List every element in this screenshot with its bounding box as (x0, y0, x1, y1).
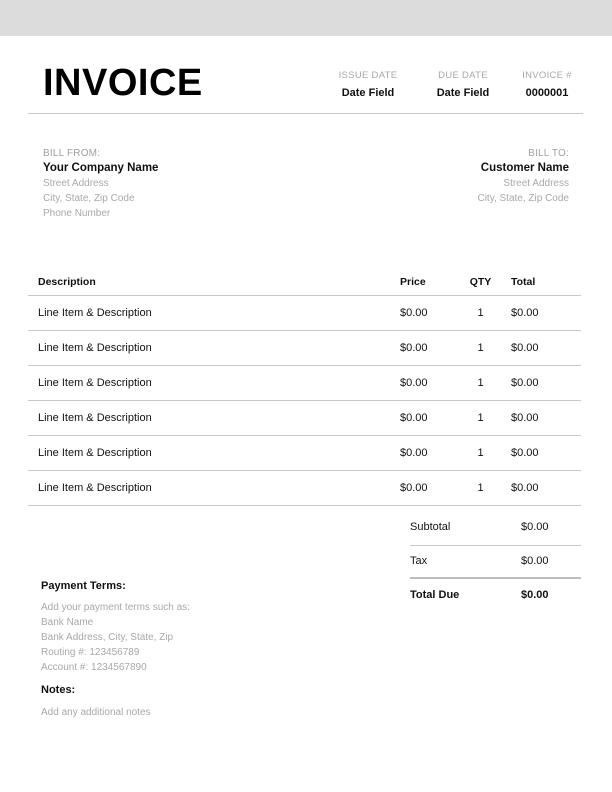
table-header-row (28, 270, 581, 295)
payment-terms-line[interactable]: Bank Name (41, 617, 94, 628)
subtotal-divider (410, 545, 581, 546)
bill-to-name[interactable]: Customer Name (480, 162, 569, 174)
header-divider (28, 113, 583, 114)
row-description[interactable]: Line Item & Description (28, 295, 400, 330)
row-price[interactable]: $0.00 (400, 400, 460, 435)
header-price: Price (400, 270, 460, 295)
tax-value[interactable]: $0.00 (521, 555, 549, 567)
table-row (28, 365, 581, 400)
invoice-number-block (512, 70, 582, 99)
notes-text[interactable]: Add any additional notes (41, 707, 151, 718)
notes-block (41, 684, 151, 718)
table-row (28, 295, 581, 330)
row-qty[interactable]: 1 (460, 295, 511, 330)
bill-from-block (43, 148, 158, 219)
due-date-block (428, 70, 498, 99)
row-total: $0.00 (511, 365, 581, 400)
invoice-title: INVOICE (43, 62, 203, 104)
tax-label: Tax (410, 555, 428, 567)
payment-terms-heading: Payment Terms: (41, 580, 126, 592)
row-price[interactable]: $0.00 (400, 435, 460, 470)
header-qty: QTY (460, 270, 511, 295)
row-description[interactable]: Line Item & Description (28, 400, 400, 435)
row-qty[interactable]: 1 (460, 435, 511, 470)
payment-terms-line[interactable]: Bank Address, City, State, Zip (41, 632, 174, 643)
row-total: $0.00 (511, 470, 581, 505)
payment-terms-line[interactable]: Routing #: 123456789 (41, 647, 140, 658)
bill-from-street[interactable]: Street Address (43, 178, 109, 189)
row-description[interactable]: Line Item & Description (28, 435, 400, 470)
header-description: Description (28, 270, 400, 295)
payment-terms-line[interactable]: Add your payment terms such as: (41, 602, 190, 613)
row-qty[interactable]: 1 (460, 365, 511, 400)
row-price[interactable]: $0.00 (400, 470, 460, 505)
table-row (28, 470, 581, 505)
bill-from-name[interactable]: Your Company Name (43, 162, 159, 174)
row-total: $0.00 (511, 330, 581, 365)
invoice-number-value[interactable]: 0000001 (525, 87, 569, 99)
issue-date-label: ISSUE DATE (338, 70, 398, 81)
total-due-value: $0.00 (521, 589, 549, 601)
row-qty[interactable]: 1 (460, 330, 511, 365)
row-price[interactable]: $0.00 (400, 295, 460, 330)
bill-to-street[interactable]: Street Address (503, 178, 569, 189)
table-row (28, 330, 581, 365)
due-date-value[interactable]: Date Field (436, 87, 490, 99)
subtotal-value: $0.00 (521, 521, 549, 533)
total-due-label: Total Due (410, 589, 460, 601)
header-total: Total (511, 270, 581, 295)
row-description[interactable]: Line Item & Description (28, 365, 400, 400)
subtotal-label: Subtotal (410, 521, 451, 533)
row-price[interactable]: $0.00 (400, 365, 460, 400)
issue-date-value[interactable]: Date Field (341, 87, 395, 99)
row-total: $0.00 (511, 400, 581, 435)
row-price[interactable]: $0.00 (400, 330, 460, 365)
table-row (28, 435, 581, 470)
bill-from-city[interactable]: City, State, Zip Code (43, 193, 135, 204)
row-total: $0.00 (511, 295, 581, 330)
tax-divider (410, 577, 581, 579)
top-bar (0, 0, 612, 36)
bill-from-label: BILL FROM: (43, 148, 101, 159)
row-description[interactable]: Line Item & Description (28, 330, 400, 365)
bill-to-city[interactable]: City, State, Zip Code (477, 193, 569, 204)
table-row (28, 400, 581, 435)
payment-terms-line[interactable]: Account #: 1234567890 (41, 662, 147, 673)
bill-from-phone[interactable]: Phone Number (43, 208, 111, 219)
bill-to-label: BILL TO: (528, 148, 569, 159)
payment-terms-block (41, 580, 190, 673)
issue-date-block (333, 70, 403, 99)
notes-heading: Notes: (41, 684, 76, 696)
row-qty[interactable]: 1 (460, 470, 511, 505)
invoice-number-label: INVOICE # (522, 70, 572, 81)
bill-to-block (400, 148, 569, 204)
row-qty[interactable]: 1 (460, 400, 511, 435)
due-date-label: DUE DATE (438, 70, 488, 81)
row-total: $0.00 (511, 435, 581, 470)
row-description[interactable]: Line Item & Description (28, 470, 400, 505)
line-items-table (28, 270, 581, 506)
